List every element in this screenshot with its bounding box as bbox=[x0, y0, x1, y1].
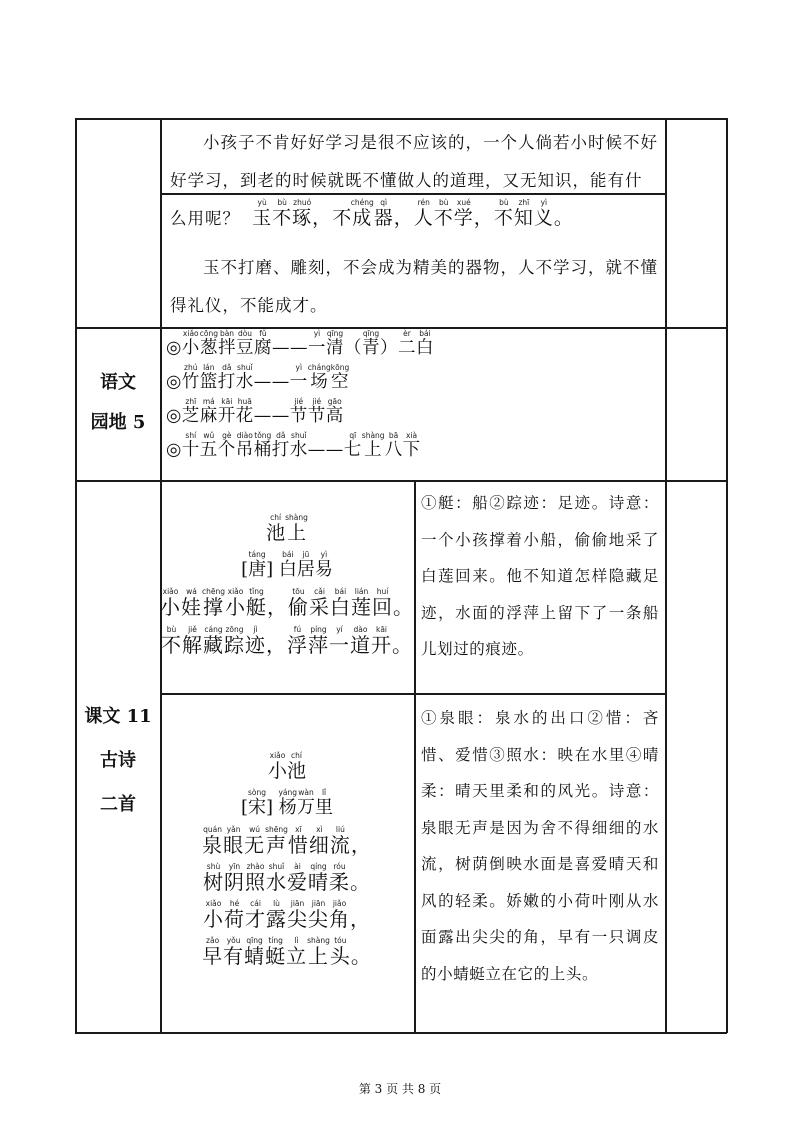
pinyin-char: 青qīng bbox=[362, 329, 380, 358]
section-label-kewen bbox=[75, 695, 161, 827]
pinyin-char: 下xià bbox=[402, 431, 421, 460]
pinyin-char: 藏cáng bbox=[203, 625, 224, 657]
pinyin-char: 艇tǐng bbox=[246, 587, 267, 619]
pinyin-char: 葱cōng bbox=[199, 329, 219, 358]
pinyin-char: 才cái bbox=[245, 899, 266, 931]
pinyin-char: 惜xī bbox=[287, 825, 309, 857]
pinyin-char: 莲lián bbox=[351, 587, 372, 619]
label-line: 语文 bbox=[100, 372, 136, 393]
table-top-border bbox=[75, 118, 727, 120]
pinyin-char: 池chí bbox=[266, 513, 286, 544]
pinyin-char: 个gè bbox=[217, 431, 236, 460]
pinyin-char: 吊diào bbox=[235, 431, 254, 460]
pinyin-char: 流liú bbox=[329, 825, 351, 857]
pinyin-char: 麻má bbox=[199, 397, 218, 426]
label-line: 二首 bbox=[100, 794, 136, 815]
idiom-line bbox=[166, 330, 661, 364]
plain-char: ， bbox=[350, 833, 372, 857]
plain-char: 。 bbox=[392, 633, 413, 657]
pinyin-char: 不bù bbox=[161, 625, 182, 657]
poem-line bbox=[160, 900, 414, 937]
pinyin-char: 蜻qīng bbox=[244, 936, 266, 968]
row-divider-inner-2 bbox=[160, 693, 666, 695]
pinyin-char: 阴yīn bbox=[224, 862, 245, 894]
pinyin-char: 成chéng bbox=[350, 198, 374, 229]
pinyin-char: 树shù bbox=[203, 862, 224, 894]
plain-char: —— bbox=[253, 406, 290, 426]
note-column-divider bbox=[414, 480, 416, 1033]
page-footer: 第 3 页 共 8 页 bbox=[358, 1082, 442, 1096]
pinyin-char: 白bái bbox=[330, 587, 351, 619]
pinyin-char: 场cháng bbox=[307, 363, 331, 392]
plain-char: ◎ bbox=[166, 440, 182, 460]
pinyin-char: 打dǎ bbox=[217, 363, 236, 392]
pinyin-char: 篮lán bbox=[199, 363, 218, 392]
table-bottom-border bbox=[75, 1032, 727, 1034]
pinyin-char: 眼yǎn bbox=[223, 825, 245, 857]
pinyin-char: 高gāo bbox=[325, 397, 344, 426]
pinyin-char: 泉quán bbox=[202, 825, 224, 857]
table-right-border bbox=[726, 118, 728, 1033]
pinyin-char: 节jié bbox=[307, 397, 326, 426]
pinyin-char: 空kōng bbox=[330, 363, 350, 392]
plain-char: ， bbox=[267, 595, 288, 619]
plain-char: ） bbox=[380, 338, 398, 358]
pinyin-char: 池chí bbox=[287, 751, 307, 782]
pinyin-char: 拌bàn bbox=[218, 329, 236, 358]
pinyin-char: 一yí bbox=[329, 625, 350, 657]
label-line: 课文 11 bbox=[84, 706, 152, 727]
pinyin-char: 晴qíng bbox=[308, 862, 329, 894]
plain-char: 。 bbox=[350, 870, 371, 894]
pinyin-char: 打dǎ bbox=[271, 431, 290, 460]
pinyin-char: 玉yù bbox=[252, 198, 273, 229]
idiom-line bbox=[166, 432, 661, 466]
pinyin-char: 里lǐ bbox=[315, 788, 334, 818]
pinyin-char: 荷hé bbox=[224, 899, 245, 931]
pinyin-char: 七qī bbox=[343, 431, 362, 460]
pinyin-char: 器qì bbox=[373, 198, 394, 229]
pinyin-char: 水shuǐ bbox=[235, 363, 254, 392]
pinyin-char: 有yǒu bbox=[223, 936, 245, 968]
pinyin-char: 五wǔ bbox=[199, 431, 218, 460]
pinyin-char: 头tóu bbox=[329, 936, 351, 968]
pinyin-char: 十shí bbox=[181, 431, 200, 460]
pinyin-char: 开kāi bbox=[217, 397, 236, 426]
poem-author bbox=[160, 789, 414, 826]
pinyin-char: 萍píng bbox=[308, 625, 329, 657]
poem-chishang bbox=[160, 514, 414, 664]
proverb-line bbox=[160, 199, 666, 230]
plain-char: ， bbox=[266, 633, 287, 657]
idiom-line bbox=[166, 364, 661, 398]
pinyin-char: [唐]táng bbox=[241, 550, 274, 580]
pinyin-char: 细xì bbox=[308, 825, 330, 857]
pinyin-char: 爱ài bbox=[287, 862, 308, 894]
plain-char: 。 bbox=[350, 944, 372, 968]
pinyin-char: 义yì bbox=[533, 198, 554, 229]
pinyin-char: 一yì bbox=[289, 363, 308, 392]
plain-char: 。 bbox=[553, 207, 574, 229]
pinyin-char: 水shuǐ bbox=[289, 431, 308, 460]
right-column-divider bbox=[665, 118, 667, 1033]
table-left-border bbox=[75, 118, 77, 1033]
pinyin-char: 杨yáng bbox=[278, 788, 298, 818]
plain-char: ， bbox=[393, 207, 414, 229]
label-line: 园地 5 bbox=[90, 412, 146, 433]
poem-line bbox=[160, 937, 414, 974]
pinyin-char: 小xiǎo bbox=[225, 587, 246, 619]
pinyin-char: 开kāi bbox=[371, 625, 392, 657]
plain-char: ， bbox=[473, 207, 494, 229]
pinyin-char: 撑chēng bbox=[202, 587, 226, 619]
plain-char: —— bbox=[307, 440, 344, 460]
pinyin-char: 学xué bbox=[453, 198, 474, 229]
pinyin-char: 万wàn bbox=[297, 788, 316, 818]
idiom-line bbox=[166, 398, 661, 432]
plain-char: ◎ bbox=[166, 338, 182, 358]
pinyin-char: 竹zhú bbox=[181, 363, 200, 392]
plain-char: ， bbox=[312, 207, 333, 229]
pinyin-char: 水shuǐ bbox=[266, 862, 287, 894]
pinyin-char: 娃wá bbox=[181, 587, 202, 619]
poem-author bbox=[160, 551, 414, 588]
pinyin-char: 小xiǎo bbox=[267, 751, 287, 782]
pinyin-char: 腐fǔ bbox=[254, 329, 272, 358]
pinyin-char: 小xiǎo bbox=[181, 329, 200, 358]
pinyin-char: 不bù bbox=[433, 198, 454, 229]
pinyin-char: 八bā bbox=[384, 431, 403, 460]
plain-char: 。 bbox=[393, 595, 414, 619]
pinyin-char: 桶tǒng bbox=[253, 431, 272, 460]
pinyin-char: 白bái bbox=[278, 550, 297, 580]
pinyin-char: 知zhī bbox=[513, 198, 534, 229]
pinyin-char: 白bái bbox=[416, 329, 434, 358]
pinyin-char: 琢zhuó bbox=[292, 198, 313, 229]
plain-char: —— bbox=[272, 338, 308, 358]
poem-note-chishang: ①艇：船②踪迹：足迹。诗意：一个小孩撑着小船，偷偷地采了白莲回来。他不知道怎样隐藏足迹，水面的浮萍上留下了一条船儿划过的痕迹。 bbox=[421, 494, 659, 658]
explanation-paragraph-1: 小孩子不肯好好学习是很不应该的，一个人倘若小时候不好好学习，到老的时候就既不懂做人的道理，又无知识，能有什么用呢？ bbox=[170, 133, 658, 228]
idiom-list bbox=[166, 330, 661, 466]
pinyin-char: 蜓tíng bbox=[265, 936, 287, 968]
pinyin-char: 踪zōng bbox=[224, 625, 245, 657]
pinyin-char: 豆dòu bbox=[236, 329, 254, 358]
poem-line bbox=[160, 826, 414, 863]
plain-char: （ bbox=[344, 338, 362, 358]
poem-title bbox=[160, 752, 414, 789]
pinyin-char: 一yì bbox=[308, 329, 326, 358]
poem-line bbox=[160, 626, 414, 664]
pinyin-char: 角jiǎo bbox=[329, 899, 350, 931]
poem-line bbox=[160, 863, 414, 900]
pinyin-char: 浮fú bbox=[287, 625, 308, 657]
pinyin-char: 尖jiān bbox=[308, 899, 329, 931]
pinyin-char: 露lù bbox=[266, 899, 287, 931]
pinyin-char: 易yì bbox=[314, 550, 333, 580]
pinyin-char: 立lì bbox=[286, 936, 308, 968]
pinyin-char: 解jiě bbox=[182, 625, 203, 657]
row-divider-2 bbox=[75, 480, 727, 482]
pinyin-char: [宋]sòng bbox=[240, 788, 274, 818]
pinyin-char: 人rén bbox=[413, 198, 434, 229]
plain-char: ◎ bbox=[166, 372, 182, 392]
poem-xiaochi bbox=[160, 752, 414, 974]
pinyin-char: 无wú bbox=[244, 825, 266, 857]
pinyin-char: 道dào bbox=[350, 625, 371, 657]
poem-note-xiaochi: ①泉眼：泉水的出口②惜：吝惜、爱惜③照水：映在水里④晴柔：晴天里柔和的风光。诗意：泉眼无声是因为舍不得细细的水流，树荫倒映水面是喜爱晴天和风的轻柔。娇嫩的小荷叶刚从水面露出尖尖的角，早有一只调皮的小蜻蜓立在它的上头。 bbox=[421, 709, 659, 983]
pinyin-char: 不bù bbox=[493, 198, 514, 229]
poem-title bbox=[160, 514, 414, 551]
pinyin-char: 小xiǎo bbox=[203, 899, 224, 931]
poem-line bbox=[160, 588, 414, 626]
pinyin-char: 柔róu bbox=[329, 862, 350, 894]
pinyin-char: 芝zhī bbox=[181, 397, 200, 426]
pinyin-char: 上shàng bbox=[307, 936, 330, 968]
pinyin-char: 小xiǎo bbox=[160, 587, 181, 619]
plain-char: 不 bbox=[332, 207, 353, 229]
pinyin-char: 二èr bbox=[398, 329, 416, 358]
pinyin-char: 迹jì bbox=[245, 625, 266, 657]
plain-char: ◎ bbox=[166, 406, 182, 426]
section-label-yuwen-yuandi bbox=[75, 363, 161, 443]
plain-char: —— bbox=[253, 372, 290, 392]
pinyin-char: 偷tōu bbox=[288, 587, 309, 619]
pinyin-char: 回huí bbox=[372, 587, 393, 619]
pinyin-char: 声shēng bbox=[265, 825, 288, 857]
pinyin-char: 花huā bbox=[235, 397, 254, 426]
pinyin-char: 居jū bbox=[296, 550, 315, 580]
pinyin-char: 上shàng bbox=[361, 431, 385, 460]
pinyin-char: 早zǎo bbox=[202, 936, 224, 968]
pinyin-char: 上shàng bbox=[285, 513, 308, 544]
pinyin-char: 清qīng bbox=[326, 329, 344, 358]
pinyin-char: 尖jiān bbox=[287, 899, 308, 931]
pinyin-char: 照zhào bbox=[245, 862, 266, 894]
pinyin-char: 采cǎi bbox=[309, 587, 330, 619]
explanation-paragraph-2: 玉不打磨、雕刻，不会成为精美的器物，人不学习，就不懂得礼仪，不能成才。 bbox=[170, 258, 658, 315]
pinyin-char: 不bù bbox=[272, 198, 293, 229]
plain-char: ， bbox=[350, 907, 371, 931]
label-line: 古诗 bbox=[100, 750, 136, 771]
pinyin-char: 节jié bbox=[289, 397, 308, 426]
